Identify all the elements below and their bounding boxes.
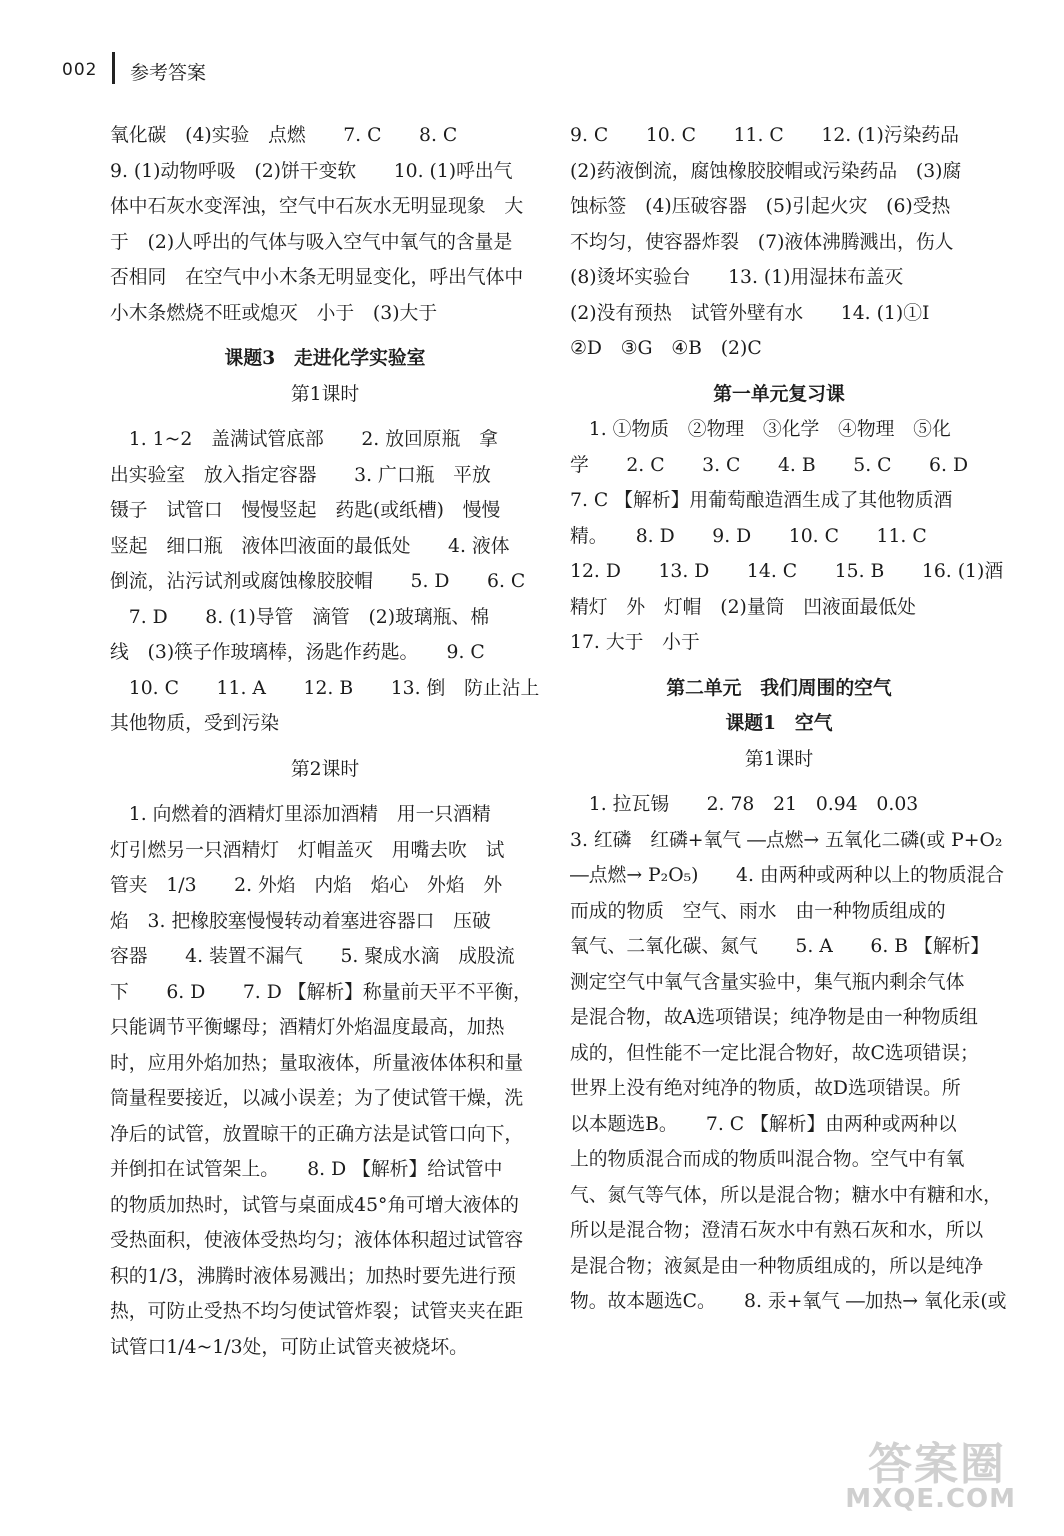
answer-line: 灯引燃另一只酒精灯 灯帽盖灭 用嘴去吹 试 xyxy=(110,839,505,861)
answer-line: 1. 1~2 盖满试管底部 2. 放回原瓶 拿 xyxy=(110,429,498,450)
right-column xyxy=(570,118,1007,1320)
answer-line: 物。故本题选C。 8. 汞+氧气 ―加热→ 氧化汞(或 xyxy=(570,1291,1007,1312)
answer-line: 小木条燃烧不旺或熄灭 小于 (3)大于 xyxy=(110,302,438,324)
answer-line: (2)药液倒流，腐蚀橡胶胶帽或污染药品 (3)腐 xyxy=(570,160,962,182)
answer-line: 10. C 11. A 12. B 13. 倒 防止沾上 xyxy=(110,677,540,699)
answer-line: 17. 大于 小于 xyxy=(570,632,700,653)
section-heading: 课题1 空气 xyxy=(725,712,833,734)
answer-line: 7. C 【解析】用葡萄酿造酒生成了其他物质酒 xyxy=(570,490,953,511)
answer-line: 筒量程要接近，以减小误差；为了使试管干燥，洗 xyxy=(110,1088,524,1109)
answer-line: 线 (3)筷子作玻璃棒，汤匙作药匙。 9. C xyxy=(110,642,485,663)
answer-line: 体中石灰水变浑浊，空气中石灰水无明显现象 大 xyxy=(110,196,524,217)
lesson-subheading: 第2课时 xyxy=(290,758,360,780)
answer-line: 只能调节平衡螺母；酒精灯外焰温度最高，加热 xyxy=(110,1017,505,1038)
answer-line: 管夹 1/3 2. 外焰 内焰 焰心 外焰 外 xyxy=(110,875,503,896)
answer-line: 积的1/3，沸腾时液体易溅出；加热时要先进行预 xyxy=(110,1265,516,1287)
header-title: 参考答案 xyxy=(130,62,207,84)
answer-line: 并倒扣在试管架上。 8. D 【解析】给试管中 xyxy=(110,1159,503,1180)
answer-line: 3. 红磷 红磷+氧气 ―点燃→ 五氧化二磷(或 P+O₂ xyxy=(570,829,1003,851)
answer-line: 12. D 13. D 14. C 15. B 16. (1)酒 xyxy=(570,561,1004,582)
answer-line: 是混合物，故A选项错误；纯净物是由一种物质组 xyxy=(570,1007,978,1028)
answer-line: 竖起 细口瓶 液体凹液面的最低处 4. 液体 xyxy=(110,535,510,557)
answer-line: 出实验室 放入指定容器 3. 广口瓶 平放 xyxy=(110,464,491,486)
lesson-subheading: 第1课时 xyxy=(744,748,814,770)
answer-line: 成的，但性能不一定比混合物好，故C选项错误； xyxy=(570,1042,979,1064)
answer-line: 所以是混合物；澄清石灰水中有熟石灰和水，所以 xyxy=(570,1220,984,1241)
answer-line: 蚀标签 (4)压破容器 (5)引起火灾 (6)受热 xyxy=(570,196,951,217)
answer-line: (8)烫坏实验台 13. (1)用湿抹布盖灭 xyxy=(570,267,904,288)
answer-line: (2)没有预热 试管外壁有水 14. (1)①I xyxy=(570,302,930,324)
answer-line: 容器 4. 装置不漏气 5. 聚成水滴 成股流 xyxy=(110,946,515,967)
answer-line: 1. 拉瓦锡 2. 78 21 0.94 0.03 xyxy=(570,794,919,815)
answer-line: 于 (2)人呼出的气体与吸入空气中氧气的含量是 xyxy=(110,231,513,253)
watermark-text: 答案圈 xyxy=(868,1439,1006,1490)
answer-line: 9. (1)动物呼吸 (2)饼干变软 10. (1)呼出气 xyxy=(110,160,513,182)
answer-line: 氧气、二氧化碳、氮气 5. A 6. B 【解析】 xyxy=(570,936,990,957)
answer-line: 学 2. C 3. C 4. B 5. C 6. D xyxy=(570,454,969,476)
page-number: 002 xyxy=(62,60,98,80)
answer-line: 9. C 10. C 11. C 12. (1)污染药品 xyxy=(570,125,959,146)
answer-line: 倒流，沾污试剂或腐蚀橡胶胶帽 5. D 6. C xyxy=(110,571,526,592)
watermark-url: MXQE.COM xyxy=(845,1484,1016,1514)
lesson-subheading: 第1课时 xyxy=(290,383,360,405)
section-heading: 第一单元复习课 xyxy=(713,382,845,405)
answer-line: 试管口1/4~1/3处，可防止试管夹被烧坏。 xyxy=(110,1336,468,1358)
answer-line: 不均匀，使容器炸裂 (7)液体沸腾溅出，伤人 xyxy=(570,231,954,253)
answer-line: 镊子 试管口 慢慢竖起 药匙(或纸槽) 慢慢 xyxy=(110,500,501,521)
answer-line: 以本题选B。 7. C 【解析】由两种或两种以 xyxy=(570,1113,957,1135)
section-heading: 课题3 走进化学实验室 xyxy=(224,347,426,369)
answer-line: 测定空气中氧气含量实验中，集气瓶内剩余气体 xyxy=(570,971,965,993)
answer-line: 1. ①物质 ②物理 ③化学 ④物理 ⑤化 xyxy=(570,419,951,440)
answer-line: 氧化碳 (4)实验 点燃 7. C 8. C xyxy=(110,125,458,146)
page-header xyxy=(62,52,362,92)
answer-line: 气、氮气等气体，所以是混合物；糖水中有糖和水， xyxy=(570,1184,1002,1206)
answer-line: 热，可防止受热不均匀使试管炸裂；试管夹夹在距 xyxy=(110,1301,524,1322)
answer-line: 净后的试管，放置晾干的正确方法是试管口向下， xyxy=(110,1123,524,1145)
answer-line: 上的物质混合而成的物质叫混合物。空气中有氧 xyxy=(570,1149,965,1170)
answer-line: 精。 8. D 9. D 10. C 11. C xyxy=(570,525,927,547)
answer-line: 世界上没有绝对纯净的物质，故D选项错误。所 xyxy=(570,1078,961,1099)
answer-line: 1. 向燃着的酒精灯里添加酒精 用一只酒精 xyxy=(110,804,491,825)
section-heading: 第二单元 我们周围的空气 xyxy=(666,676,892,699)
answer-line: ②D ③G ④B (2)C xyxy=(570,338,762,359)
answer-line: 否相同 在空气中小木条无明显变化，呼出气体中 xyxy=(110,267,524,288)
answer-line: 时，应用外焰加热；量取液体，所量液体体积和量 xyxy=(110,1052,524,1074)
header-divider xyxy=(112,52,115,84)
answer-line: 而成的物质 空气、雨水 由一种物质组成的 xyxy=(570,900,946,922)
answer-line: 焰 3. 把橡胶塞慢慢转动着塞进容器口 压破 xyxy=(110,910,491,932)
answer-line: 7. D 8. (1)导管 滴管 (2)玻璃瓶、棉 xyxy=(110,606,489,628)
answer-line: 精灯 外 灯帽 (2)量筒 凹液面最低处 xyxy=(570,596,916,618)
answer-line: 下 6. D 7. D 【解析】称量前天平不平衡， xyxy=(110,981,532,1003)
answer-line: 受热面积，使液体受热均匀；液体体积超过试管容 xyxy=(110,1230,524,1251)
answer-line: 其他物质，受到污染 xyxy=(110,713,280,734)
left-column xyxy=(110,118,540,1365)
answer-line: ―点燃→ P₂O₅) 4. 由两种或两种以上的物质混合 xyxy=(570,865,1005,886)
answer-line: 的物质加热时，试管与桌面成45°角可增大液体的 xyxy=(110,1194,519,1216)
answer-line: 是混合物；液氮是由一种物质组成的，所以是纯净 xyxy=(570,1255,984,1277)
watermark-logo xyxy=(826,1428,1016,1514)
